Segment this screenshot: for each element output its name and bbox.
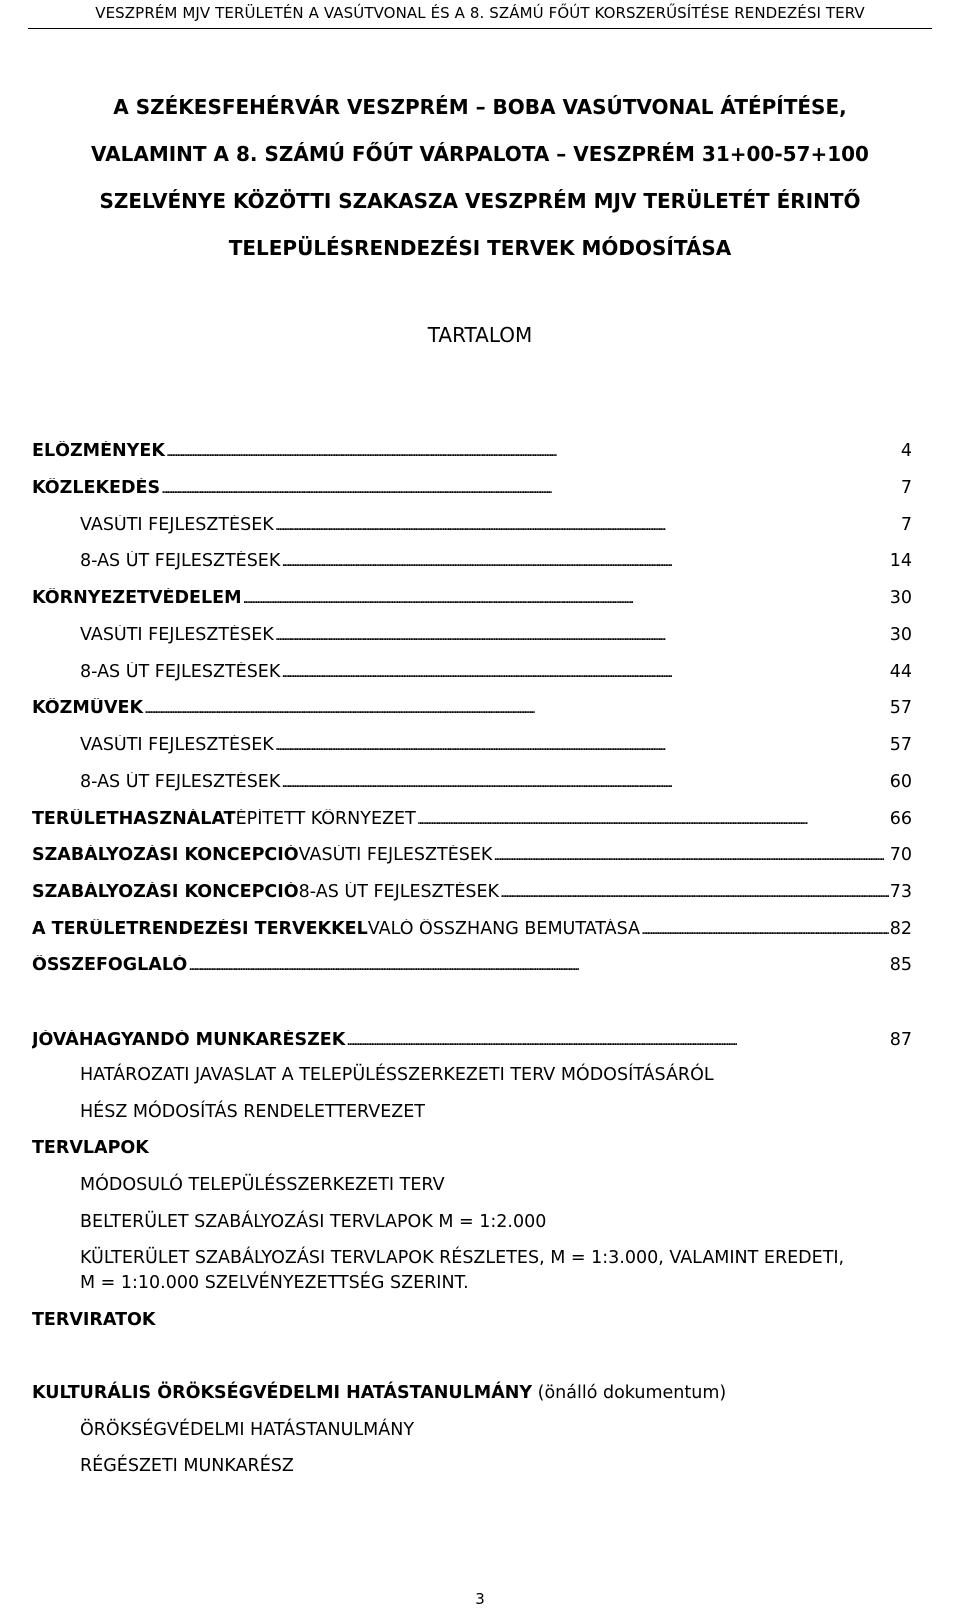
toc-entry[interactable] xyxy=(32,478,912,502)
toc-entry-page: 85 xyxy=(889,955,912,975)
running-header: VESZPRÉM MJV TERÜLETÉN A VASÚTVONAL ÉS A 8. SZÁMÚ FŐÚT KORSZERŰSÍTÉSE RENDEZÉSI TERV xyxy=(95,4,865,22)
dot-leader xyxy=(275,735,889,755)
dot-leader xyxy=(188,955,888,975)
toc-entry-title-bold: TERÜLETHASZNÁLAT xyxy=(32,809,236,829)
dot-leader xyxy=(281,772,888,792)
toc-entry[interactable] xyxy=(32,809,912,833)
dot-leader xyxy=(166,441,900,461)
header-divider xyxy=(28,28,932,29)
toc-entry-page: 66 xyxy=(889,809,912,829)
heritage-study-title: KULTURÁLIS ÖRÖKSÉGVÉDELMI HATÁSTANULMÁNY xyxy=(32,1383,533,1403)
toc-entry-page: 30 xyxy=(889,625,912,645)
approval-item: HÉSZ MÓDOSÍTÁS RENDELETTERVEZET xyxy=(80,1102,425,1122)
toc-entry[interactable] xyxy=(80,735,912,759)
toc-entry-page: 4 xyxy=(900,441,912,461)
dot-leader xyxy=(493,845,888,865)
tervlapok-item: MÓDOSULÓ TELEPÜLÉSSZERKEZETI TERV xyxy=(80,1175,445,1195)
toc-heading: TARTALOM xyxy=(427,323,533,347)
toc-entry-title-bold: KÖZMŰVEK xyxy=(32,698,144,718)
toc-entry[interactable] xyxy=(32,845,912,869)
toc-entry-title: VASÚTI FEJLESZTÉSEK xyxy=(80,625,274,645)
toc-entry[interactable] xyxy=(80,625,912,649)
toc-entry-title: VASÚTI FEJLESZTÉSEK xyxy=(80,515,274,535)
toc-entry-page: 73 xyxy=(889,882,912,902)
toc-entry-title: 8-AS ÚT FEJLESZTÉSEK xyxy=(80,551,281,571)
toc-entry-page: 14 xyxy=(889,551,912,571)
toc-entry-page: 7 xyxy=(900,478,912,498)
dot-leader xyxy=(281,662,888,682)
toc-entry-title-bold: KÖZLEKEDÉS xyxy=(32,478,161,498)
dot-leader xyxy=(161,478,900,498)
page-number: 3 xyxy=(475,1590,485,1608)
title-line: A SZÉKESFEHÉRVÁR VESZPRÉM – BOBA VASÚTVONAL ÁTÉPÍTÉSE, xyxy=(113,95,847,119)
toc-entry-page: 57 xyxy=(889,735,912,755)
toc-entry-page: 82 xyxy=(889,919,912,939)
toc-entry[interactable] xyxy=(32,955,912,979)
dot-leader xyxy=(417,809,889,829)
title-line: VALAMINT A 8. SZÁMÚ FŐÚT VÁRPALOTA – VESZPRÉM 31+00-57+100 xyxy=(91,142,869,166)
toc-entry[interactable] xyxy=(80,515,912,539)
toc-entry-title-bold: ELŐZMÉNYEK xyxy=(32,441,165,461)
heritage-item: ÖRÖKSÉGVÉDELMI HATÁSTANULMÁNY xyxy=(80,1420,415,1440)
toc-entry-page: 70 xyxy=(889,845,912,865)
dot-leader xyxy=(242,588,888,608)
tervlapok-item: KÜLTERÜLET SZABÁLYOZÁSI TERVLAPOK RÉSZLETES, M = 1:3.000, VALAMINT EREDETI, xyxy=(80,1248,845,1268)
toc-entry[interactable] xyxy=(32,919,912,943)
toc-entry-title: VALÓ ÖSSZHANG BEMUTATÁSA xyxy=(367,919,640,939)
toc-entry[interactable] xyxy=(32,441,912,465)
dot-leader xyxy=(641,919,889,939)
heritage-study-heading xyxy=(32,1383,726,1403)
toc-entry[interactable] xyxy=(80,551,912,575)
toc-entry-title-bold: JÓVÁHAGYANDÓ MUNKARÉSZEK xyxy=(32,1030,346,1050)
tervlapok-item: M = 1:10.000 SZELVÉNYEZETTSÉG SZERINT. xyxy=(80,1273,469,1293)
toc-entry-page: 30 xyxy=(889,588,912,608)
title-line: SZELVÉNYE KÖZÖTTI SZAKASZA VESZPRÉM MJV TERÜLETÉT ÉRINTŐ xyxy=(99,189,861,213)
toc-entry-title-bold: SZABÁLYOZÁSI KONCEPCIÓ xyxy=(32,882,299,902)
approval-item: HATÁROZATI JAVASLAT A TELEPÜLÉSSZERKEZETI TERV MÓDOSÍTÁSÁRÓL xyxy=(80,1065,714,1085)
title-line: TELEPÜLÉSRENDEZÉSI TERVEK MÓDOSÍTÁSA xyxy=(228,236,732,260)
toc-entry-page: 44 xyxy=(889,662,912,682)
dot-leader xyxy=(144,698,889,718)
dot-leader xyxy=(500,882,889,902)
toc-entry-page: 87 xyxy=(889,1030,912,1050)
toc-entry-page: 7 xyxy=(900,515,912,535)
tervlapok-item: BELTERÜLET SZABÁLYOZÁSI TERVLAPOK M = 1:2.000 xyxy=(80,1212,547,1232)
toc-entry[interactable] xyxy=(32,698,912,722)
toc-entry-title-bold: SZABÁLYOZÁSI KONCEPCIÓ xyxy=(32,845,299,865)
toc-entry[interactable] xyxy=(32,882,912,906)
toc-entry-title-bold: A TERÜLETRENDEZÉSI TERVEKKEL xyxy=(32,919,368,939)
tervlapok-label: TERVLAPOK xyxy=(32,1138,149,1158)
heritage-study-note: (önálló dokumentum) xyxy=(532,1383,727,1403)
dot-leader xyxy=(275,625,889,645)
dot-leader xyxy=(281,551,888,571)
toc-entry-title: 8-AS ÚT FEJLESZTÉSEK xyxy=(298,882,500,902)
toc-entry[interactable] xyxy=(80,772,912,796)
terviratok-label: TERVIRATOK xyxy=(32,1310,156,1330)
toc-entry-page: 57 xyxy=(889,698,912,718)
toc-entry-title-bold: KÖRNYEZETVÉDELEM xyxy=(32,588,242,608)
heritage-item: RÉGÉSZETI MUNKARÉSZ xyxy=(80,1456,294,1476)
toc-entry-title: 8-AS ÚT FEJLESZTÉSEK xyxy=(80,772,281,792)
document-title xyxy=(0,84,960,272)
toc-entry[interactable] xyxy=(32,588,912,612)
dot-leader xyxy=(346,1030,888,1050)
toc-entry-page: 60 xyxy=(889,772,912,792)
dot-leader xyxy=(275,515,900,535)
toc-entry-title: VASÚTI FEJLESZTÉSEK xyxy=(298,845,493,865)
toc-entry-title-bold: ÖSSZEFOGLALÓ xyxy=(32,955,188,975)
toc-entry-title: 8-AS ÚT FEJLESZTÉSEK xyxy=(80,662,281,682)
toc-entry-title: ÉPÍTETT KÖRNYEZET xyxy=(235,809,416,829)
toc-entry-title: VASÚTI FEJLESZTÉSEK xyxy=(80,735,274,755)
toc-entry[interactable] xyxy=(80,662,912,686)
toc-entry[interactable] xyxy=(32,1030,912,1054)
